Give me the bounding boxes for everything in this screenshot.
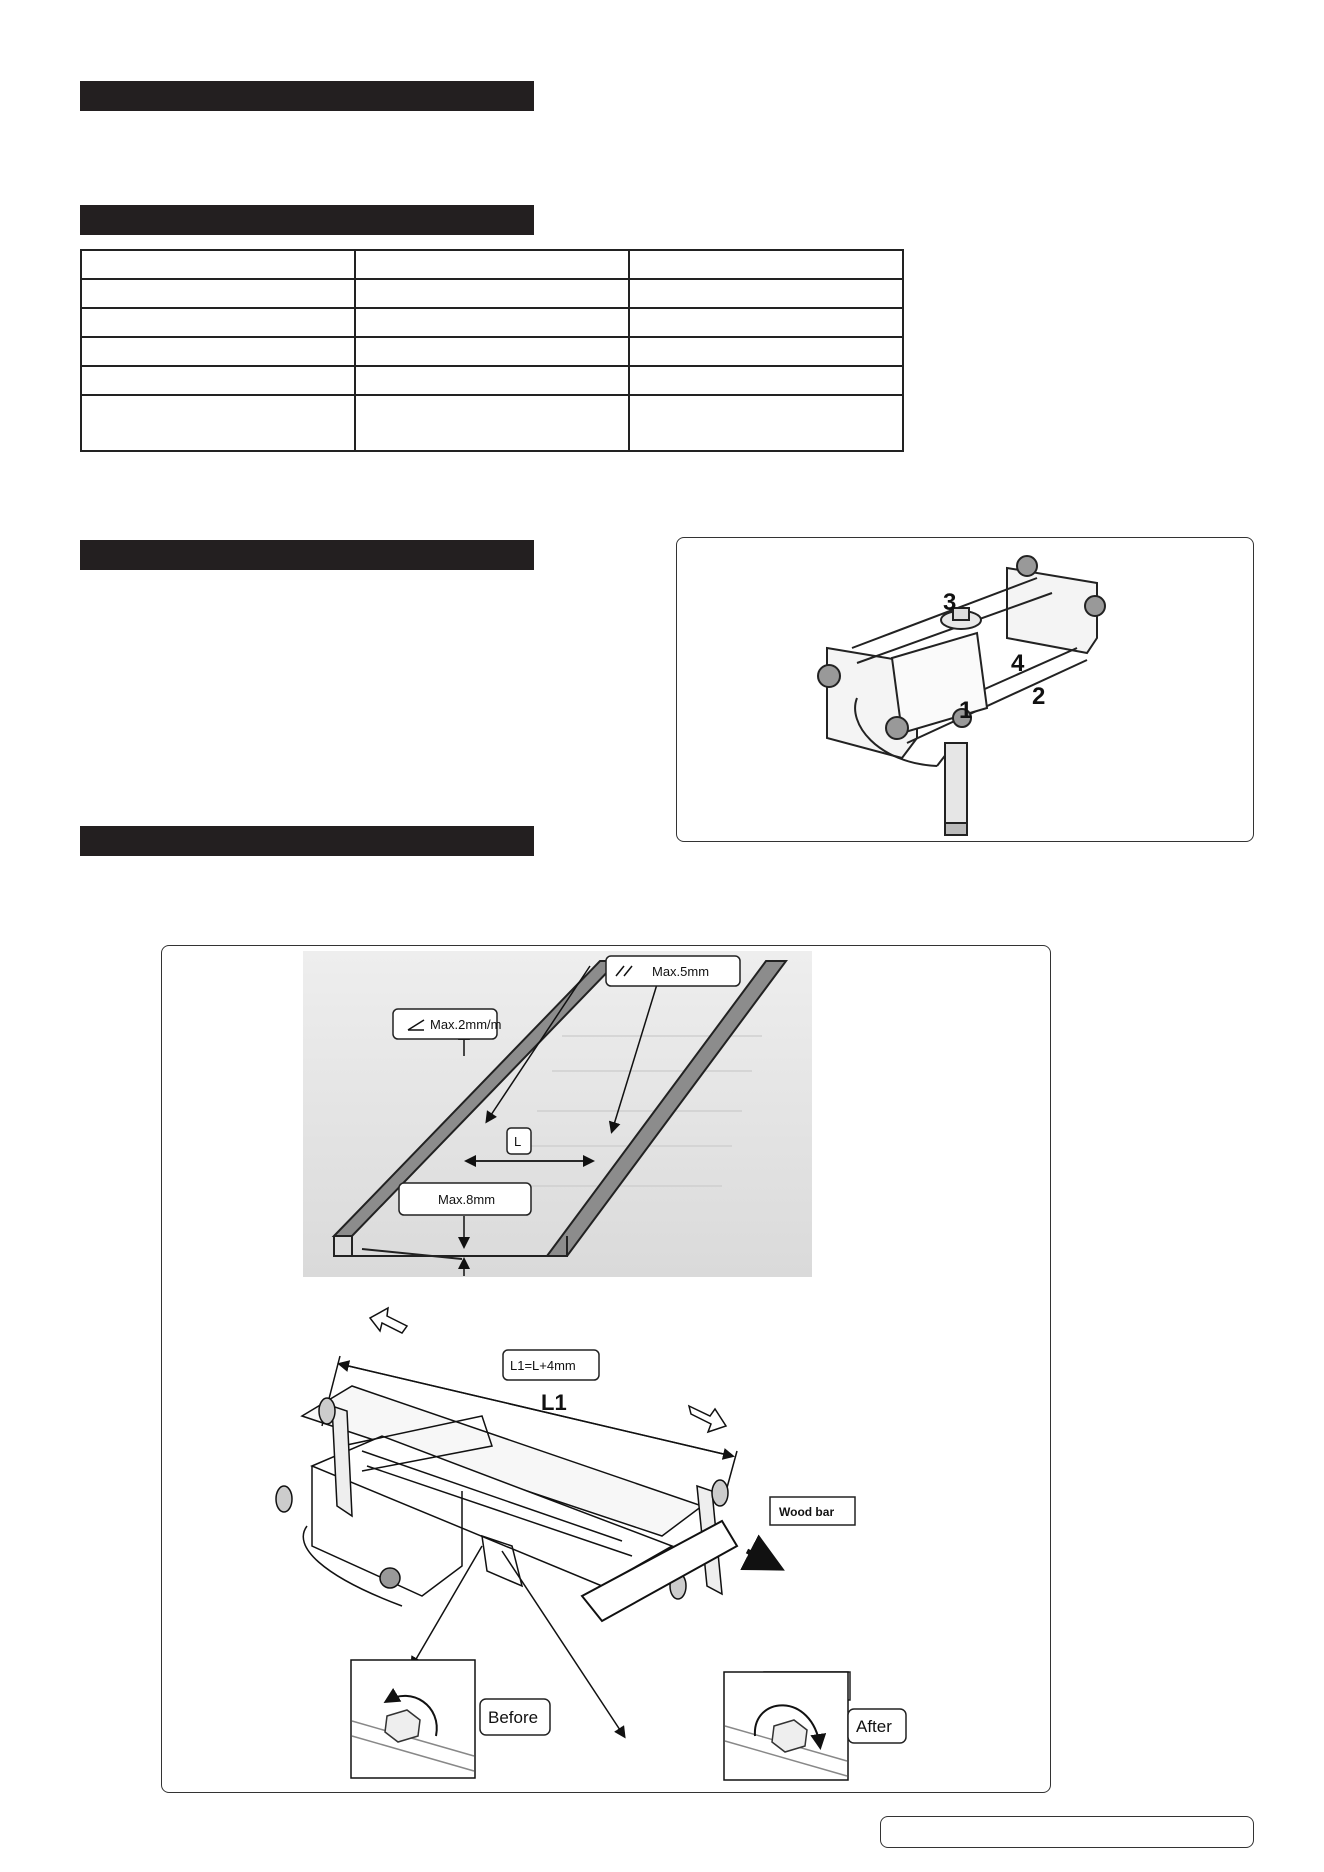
table-row (81, 250, 903, 279)
table-row (81, 366, 903, 395)
table-cell (81, 395, 355, 451)
figure-jack-assembly (676, 537, 1254, 842)
table-cell (81, 366, 355, 395)
label-pit-width: L (514, 1134, 522, 1149)
table-cell (355, 395, 629, 451)
table-cell (355, 308, 629, 337)
page-footer-box (880, 1816, 1254, 1848)
pit-photo-panel (303, 951, 812, 1277)
label-after: After (856, 1717, 892, 1736)
table-row (81, 337, 903, 366)
label-wood-bar: Wood bar (779, 1505, 835, 1519)
table-cell (81, 308, 355, 337)
pit-installation-drawing (162, 946, 1050, 1792)
table-cell (629, 337, 903, 366)
table-cell (355, 250, 629, 279)
section-heading-bar-4 (80, 826, 534, 856)
table-cell (355, 337, 629, 366)
table-cell (81, 279, 355, 308)
section-heading-bar-2 (80, 205, 534, 235)
jack-assembly-drawing (677, 538, 1253, 841)
callout-2: 2 (1032, 683, 1046, 710)
label-l1: L1 (541, 1390, 567, 1415)
callout-3: 3 (943, 589, 957, 616)
table-cell (629, 308, 903, 337)
label-level-tolerance: Max.2mm/m (430, 1017, 502, 1032)
label-before: Before (488, 1708, 539, 1727)
table-cell (629, 366, 903, 395)
detail-before (351, 1660, 550, 1778)
table-cell (629, 279, 903, 308)
label-depth-tolerance: Max.8mm (438, 1192, 496, 1207)
callout-1: 1 (959, 697, 973, 724)
label-l1-formula: L1=L+4mm (510, 1358, 576, 1373)
figure-pit-installation (161, 945, 1051, 1793)
label-parallel-tolerance: Max.5mm (652, 964, 710, 979)
table-row (81, 395, 903, 451)
specification-table (80, 249, 904, 452)
table-row (81, 308, 903, 337)
table-cell (629, 250, 903, 279)
section-heading-bar-3 (80, 540, 534, 570)
table-row (81, 279, 903, 308)
table-cell (355, 366, 629, 395)
table-cell (81, 250, 355, 279)
callout-4: 4 (1011, 650, 1025, 677)
section-heading-bar-1 (80, 81, 534, 111)
detail-after (724, 1672, 906, 1780)
table-cell (355, 279, 629, 308)
table-cell (81, 337, 355, 366)
table-cell (629, 395, 903, 451)
